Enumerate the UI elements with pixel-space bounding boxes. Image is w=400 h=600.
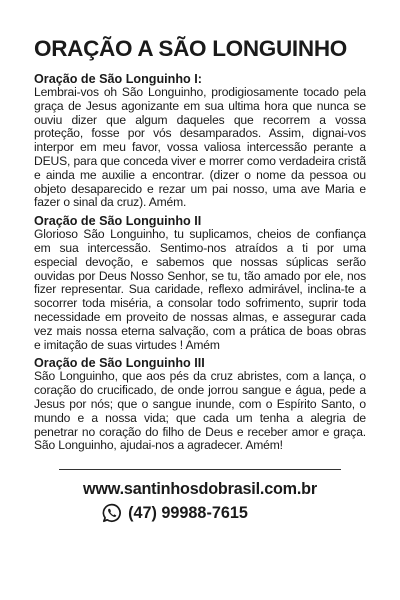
page-title: ORAÇÃO A SÃO LONGUINHO bbox=[34, 36, 347, 61]
prayer-heading-2: Oração de São Longuinho II bbox=[34, 214, 202, 229]
phone-contact[interactable] bbox=[0, 503, 366, 523]
prayer-text-3: São Longuinho, que aos pés da cruz abristes, com a lança, o coração do crucificado, de onde jorrou sangue e água, pede a Jesus por nós; que o sangue inunde, com o Espírito Santo, o mundo e a nossa vida; que cada um tenha a alegria de penetrar no coração do filho de Deus e receber amor e graça. São Longuinho, ajudai-nos a agradecer. Amém! bbox=[34, 369, 366, 453]
prayer-text-2: Glorioso São Longuinho, tu suplicamos, cheios de confiança em sua intercessão. Sentimo-nos atraídos a ti por uma especial devoção, e sabemos que nossas súplicas serão ouvidas por Deus Nosso Senhor, se tu, tão amado por ele, nos fizer representar. Sua caridade, reflexo admirável, inclina-te a socorrer toda miséria, a consolar todo sofrimento, suprir toda necessidade em proveito de nossas almas, e assegurar cada vez mais nossa eterna salvação, com a prática de boas obras e imitação de suas virtudes ! Amém bbox=[34, 227, 366, 352]
prayer-section-3 bbox=[34, 356, 366, 453]
prayer-heading-1: Oração de São Longuinho I: bbox=[34, 72, 202, 86]
website-link[interactable]: www.santinhosdobrasil.com.br bbox=[83, 480, 317, 499]
prayer-text-1: Lembrai-vos oh São Longuinho, prodigiosamente tocado pela graça de Jesus agonizante em sua ultima hora que nunca se ouviu dizer que algum daqueles que recorrem a vossa proteção, fosse por vós desamparados. Assim, dignai-vos interpor em meu favor, vossa valiosa intercessão perante a DEUS, para que conceda viver e morrer como verdadeira cristã e ainda me auxilie a encontrar. (dizer o nome da pessoa ou objeto desaparecido e rezar um pai nosso, uma ave Maria e fazer o sinal da cruz). Amém. bbox=[34, 85, 366, 210]
prayer-section-1 bbox=[34, 72, 366, 210]
prayer-section-2 bbox=[34, 214, 366, 352]
phone-number: (47) 99988-7615 bbox=[128, 503, 248, 522]
prayer-heading-3: Oração de São Longuinho III bbox=[34, 356, 205, 371]
footer-divider bbox=[59, 469, 341, 470]
whatsapp-icon bbox=[102, 503, 122, 523]
